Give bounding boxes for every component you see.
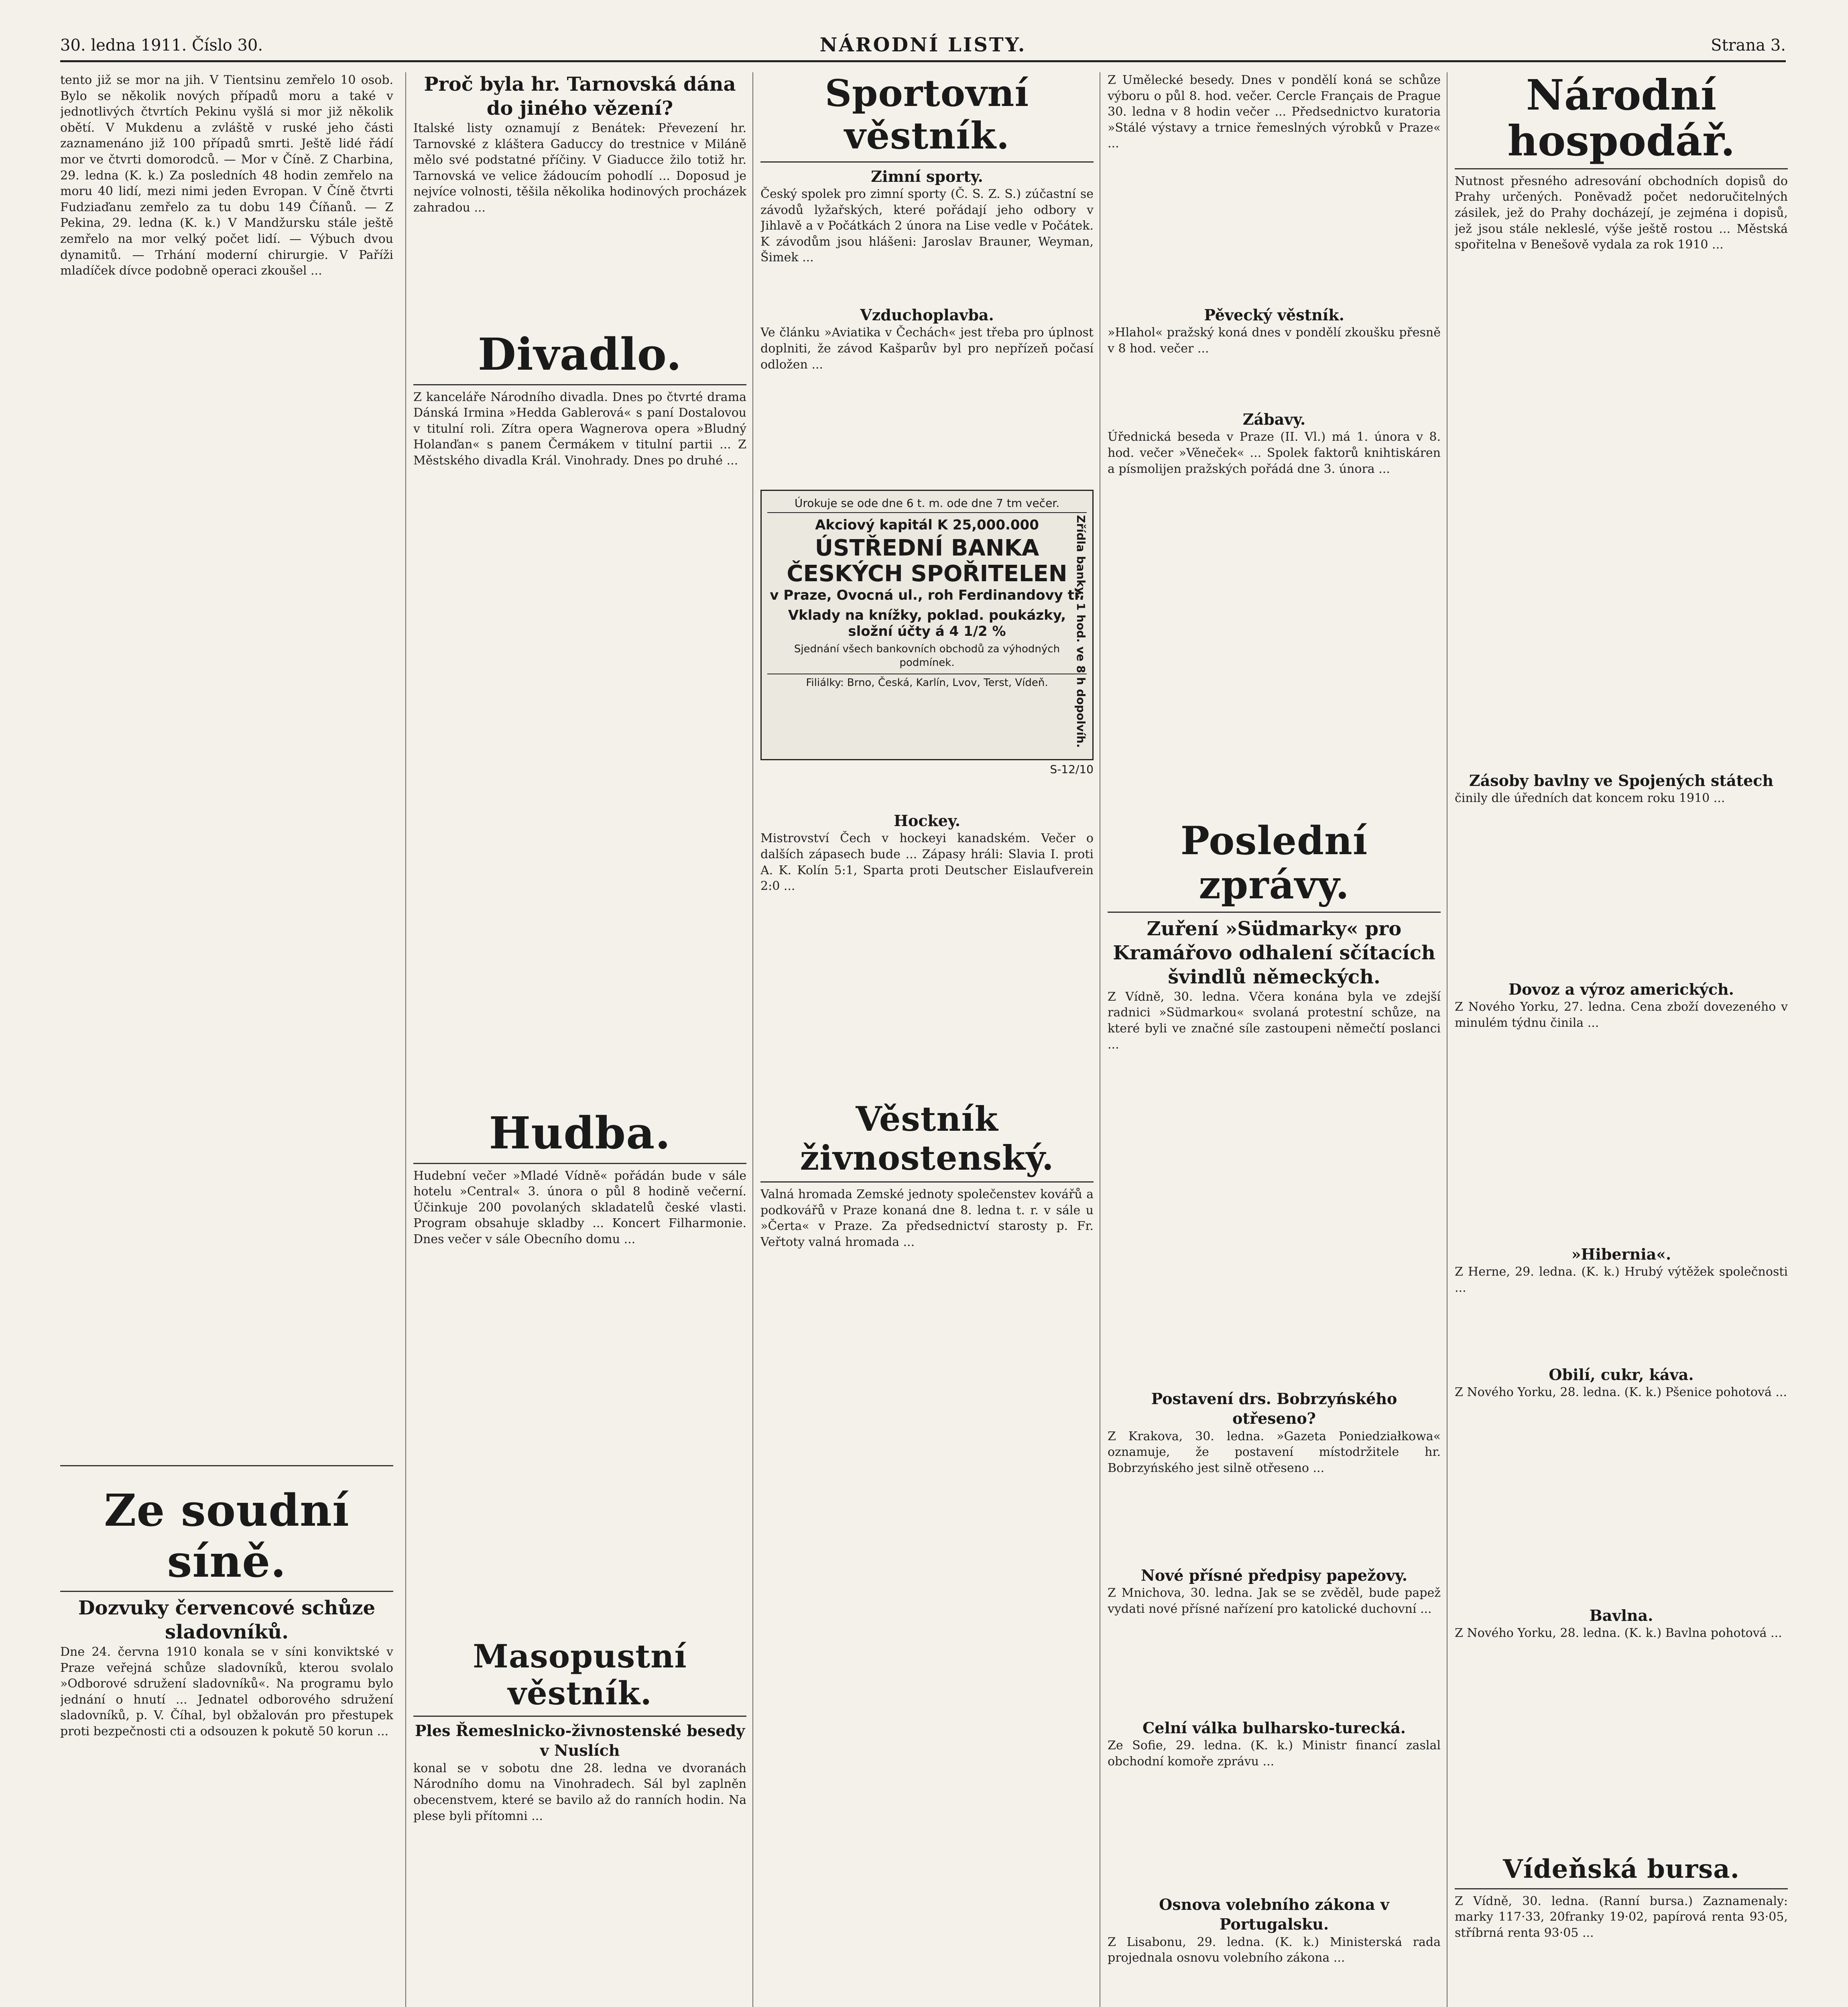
subsection-title: Zimní sporty. [871,167,983,185]
section-title: Sportovní věstník. [825,72,1029,157]
column-4 [1108,72,1441,2007]
section-sport [760,72,1094,297]
subsection-title: »Hibernia«. [1571,1245,1671,1263]
column-rule [405,72,406,2007]
section-title: Ze soudní síně. [104,1485,350,1587]
ad-top-line: Úrokuje se ode dne 6 t. m. ode dne 7 tm večer. [767,497,1087,513]
rule [413,1716,746,1717]
article-hockey [760,811,1094,1092]
newspaper-page [60,32,1786,2007]
column-5 [1455,72,1788,2007]
ad-branches: Filiálky: Brno, Česká, Karlín, Lvov, Terst, Vídeň. [767,674,1087,689]
article-body: Z Nového Yorku, 28. ledna. (K. k.) Bavlna pohotová ... [1455,1626,1782,1641]
section-title: Poslední zprávy. [1180,819,1368,908]
article-celni-valka [1108,1718,1441,1887]
section-title: Národní hospodář. [1507,72,1735,166]
article-hibernia [1455,1244,1788,1357]
issue-date: 30. ledna 1911. Číslo 30. [60,36,263,55]
article-body: tento již se mor na jih. V Tientsinu zemřelo 10 osob. Bylo se několik nových případů moru a také v jednotlivých čtvrtích Pekinu vyšlá si mor již několik obětí. V Mukdenu a zvláště v ruské jeho části zaznamenáno již 100 případů smrti. Ještě lidé řádí mor ve čtvrti domorodců. — Mor v Číně. Z Charbina, 29. ledna (K. k.) Za posledních 48 hodin zemřelo na moru 40 lidí, mezi nimi jeden Evropan. V Číně čtvrti Fudziaďanu zemřelo za tu dobu 149 Číňanů. — Z Pekina, 29. ledna (K. k.) V Mandžursku stále ještě zemřelo na mor velký počet lidí. — Výbuch dvou dynamitů. — Trhání moderní chirurgie. V Paříži mladíček dívce podobně operaci zkoušel ... [60,73,393,278]
section-title: Věstník živnostenský. [800,1100,1054,1178]
subsection-title: Zásoby bavlny ve Spojených státech [1469,771,1774,790]
ad-address: v Praze, Ovocná ul., roh Ferdinandovy tř. [770,587,1084,603]
rule [60,1465,393,1466]
ad-capital: Akciový kapitál K 25,000.000 [815,517,1039,533]
ad-box [760,490,1094,760]
article-body: Valná hromada Zemské jednoty společenstev kovářů a podkovářů v Praze konaná dne 8. ledna t. r. v sále u »Čerta« v Praze. Za předsednictví starosty p. Fr. Veřtoty valná hromada ... [760,1187,1094,1249]
rule [1455,1888,1788,1889]
page-number: Strana 3. [1711,36,1786,55]
page-header [60,32,1786,62]
column-1 [60,72,393,2007]
article-title: Proč byla hr. Tarnovská dána do jiného vězení? [424,73,736,120]
column-2 [413,72,746,2007]
article-body: Z Lisabonu, 29. ledna. (K. k.) Ministerská rada projednala osnovu volebního zákona ... [1108,1935,1441,1965]
article-news [60,72,393,1445]
section-divadlo [413,329,746,1092]
subsection-title: Vídeňská bursa. [1503,1854,1740,1884]
subsection-title: Pěvecký věstník. [1204,306,1344,324]
rule [413,1163,746,1164]
section-title: Masopustní věstník. [473,1638,687,1712]
article-body: Dne 24. června 1910 konala se v síni konviktské v Praze veřejná schůze sladovníků, kterou svolalo »Odborové sdružení sladovníků«. Na programu bylo jednání o hnutí ... Jednatel odborového sdružení sladovníků, p. V. Číhal, byl obžalován pro přestupek proti bezpečnosti cti a odsouzen k pokutě 50 korun ... [60,1645,393,1738]
section-narodni-hospodar [1455,72,1788,763]
article-body: konal se v sobotu dne 28. ledna ve dvoranách Národního domu na Vinohradech. Sál byl zaplněn obecenstvem, které se bavilo až do ranních hodin. Na plese byli přítomni ... [413,1761,746,1823]
rule [60,1591,393,1592]
subsection-title: Celní válka bulharsko-turecká. [1143,1719,1406,1737]
article-pevecky [1108,305,1441,401]
article-body: Ze Sofie, 29. ledna. (K. k.) Ministr financí zaslal obchodní komoře zprávu ... [1108,1738,1441,1769]
article-body: Úřednická beseda v Praze (II. Vl.) má 1. února v 8. hod. večer »Věneček« ... Spolek faktorů knihtiskáren a písmolijen pražských pořádá dne 3. února ... [1108,430,1441,476]
section-masopust [413,1638,746,2007]
article-body: Italské listy oznamují z Benátek: Převezení hr. Tarnovské z kláštera Gaduccy do trestnice v Miláně mělo své podstatné příčiny. V Giaducce žilo totiž hr. Tarnovská ve velice žádoucím pohodlí ... Doposud je nejvíce volnosti, těšila několika hodinových procházek zahradou ... [413,121,746,215]
article-body: Český spolek pro zimní sporty (Č. S. Z. S.) zúčastní se závodů lyžařských, které pořádají jeho odbory v Jihlavě a v Počátkách 2 února na Lise vedle v Počátek. K závodům jsou hlášeni: Jaroslav Brauner, Weyman, Šimek ... [760,187,1094,265]
rule [1108,912,1441,913]
article-title: Zuření »Südmarky« pro Kramářovo odhalení sčítacích švindlů německých. [1113,917,1435,988]
ad-side-text: Zřídla banky: 1 hod. ve 8 h dopolvíh. [1074,515,1088,748]
article-body: Z Nového Yorku, 28. ledna. (K. k.) Pšenice pohotová ... [1455,1385,1787,1400]
article-body: Z Krakova, 30. ledna. »Gazeta Poniedziałkowa« oznamuje, že postavení místodržitele hr. Bobrzyńského jest silně otřeseno ... [1108,1429,1441,1475]
bank-advertisement [760,490,1094,803]
article-body: Ve článku »Aviatika v Čechách« jest třeba pro úplnost doplniti, že závod Kašparův byl pro nepřízeň počasí odložen ... [760,326,1094,372]
article-bavlna [1455,1606,1788,1846]
subsection-title: Hockey. [894,812,960,830]
article-body: Z Vídně, 30. ledna. Včera konána byla ve zdejší radnici »Südmarkou« svolaná protestní schůze, na které byli ve značné síle zastoupeni němečtí poslanci ... [1108,989,1441,1052]
ad-code: S-12/10 [1050,763,1094,776]
subsection-title: Postavení drs. Bobrzyńského otřeseno? [1151,1390,1397,1428]
article-body: Z Mnichova, 30. ledna. Jak se se zvěděl, bude papež vydati nové přísné nařízení pro katolické duchovní ... [1108,1586,1441,1616]
section-title: Divadlo. [478,329,682,380]
article-body: Nutnost přesného adresování obchodních dopisů do Prahy určených. Poněvadž počet nedoručitelných zásilek, jež do Prahy docházejí, je zejména i dopisů, jež jsou stále nekleslé, výše ještě rostou ... Městská spořitelna v Benešově vydala za rok 1910 ... [1455,174,1788,252]
masthead: NÁRODNÍ LISTY. [819,34,1027,56]
ad-bank-name: ÚSTŘEDNÍ BANKA ČESKÝCH SPOŘITELEN [787,535,1067,587]
rule [413,384,746,385]
article-tarnovska [413,72,746,321]
subsection-title: Nové přísné předpisy papežovy. [1141,1566,1407,1584]
subsection-title: Zábavy. [1242,410,1306,428]
article-body: činily dle úředních dat koncem roku 1910 ... [1455,791,1725,806]
column-rule [752,72,753,2007]
ad-note: Sjednání všech bankovních obchodů za výhodných podmínek. [794,643,1060,669]
article-body: Z Vídně, 30. ledna. (Ranní bursa.) Zaznamenaly: marky 117·33, 20franky 19·02, papírová renta 93·05, stříbrná renta 93·05 ... [1455,1894,1788,1940]
subsection-title: Vzduchoplavba. [860,306,994,324]
section-posledni-zpravy [1108,819,1441,1381]
subsection-title: Osnova volebního zákona v Portugalsku. [1159,1895,1389,1934]
section-hudba [413,1108,746,1630]
subsection-title: Dovoz a výroz amerických. [1508,980,1734,998]
rule [1455,168,1788,169]
article-title: Dozvuky červencové schůze sladovníků. [78,1597,376,1643]
article-bobrzynski [1108,1389,1441,1557]
column-3 [760,72,1094,2007]
article-dovoz [1455,979,1788,1236]
article-body: Z kanceláře Národního divadla. Dnes po čtvrté drama Dánská Irmina »Hedda Gablerová« s paní Dostalovou v titulní roli. Zítra opera Wagnerova opera »Bludný Holanďan« s panem Čermákem v titulní partii ... Z Městského divadla Král. Vinohrady. Dnes po druhé ... [413,390,746,468]
article-papez [1108,1565,1441,1710]
article-title: Ples Řemeslnicko-živnostenské besedy v Nuslích [415,1722,745,1760]
article-body: Hudební večer »Mladé Vídně« pořádán bude v sále hotelu »Central« 3. února o půl 8 hodině večerní. Účinkuje 200 povolaných skladatelů české vlasti. Program obsahuje skladby ... Koncert Filharmonie. Dnes večer v sále Obecního domu ... [413,1168,746,1246]
article-obili [1455,1365,1788,1598]
article-zasoby [1455,771,1788,971]
article-body: Z Umělecké besedy. Dnes v pondělí koná se schůze výboru o půl 8. hod. večer. Cercle Français de Prague 30. ledna v 8 hodin večer ... Předsednictvo kuratoria »Stálé výstavy a trnice řemeslných výrobků v Praze« ... [1108,73,1441,151]
article-body: Z Nového Yorku, 27. ledna. Cena zboží dovezeného v minulém týdnu činila ... [1455,1000,1788,1030]
article-osnova [1108,1895,1441,2007]
ad-deposit: Vklady na knížky, poklad. poukázky, složní účty á 4 1/2 % [788,607,1066,639]
article-vzduchoplavba [760,305,1094,482]
rule [760,1181,1094,1183]
article-body: »Hlahol« pražský koná dnes v pondělí zkoušku přesně v 8 hod. večer ... [1108,326,1441,356]
subsection-title: Bavlna. [1589,1606,1653,1624]
section-title: Hudba. [489,1108,671,1159]
subsection-title: Obilí, cukr, káva. [1549,1366,1694,1384]
rule [760,161,1094,163]
article-body: Mistrovství Čech v hockeyi kanadském. Večer o dalších zápasech bude ... Zápasy hráli: Slavia I. proti A. K. Kolín 5:1, Sparta proti Deutscher Eislaufverein 2:0 ... [760,831,1094,894]
section-rule-top [60,1461,393,1485]
article-body: Z Herne, 29. ledna. (K. k.) Hrubý výtěžek společnosti ... [1455,1265,1788,1295]
article-umelecka-beseda [1108,72,1441,297]
section-zivnost [760,1100,1094,2007]
article-zabavy [1108,409,1441,811]
article-bursa [1455,1854,1788,2007]
article-soudni-sin [60,1485,393,2007]
